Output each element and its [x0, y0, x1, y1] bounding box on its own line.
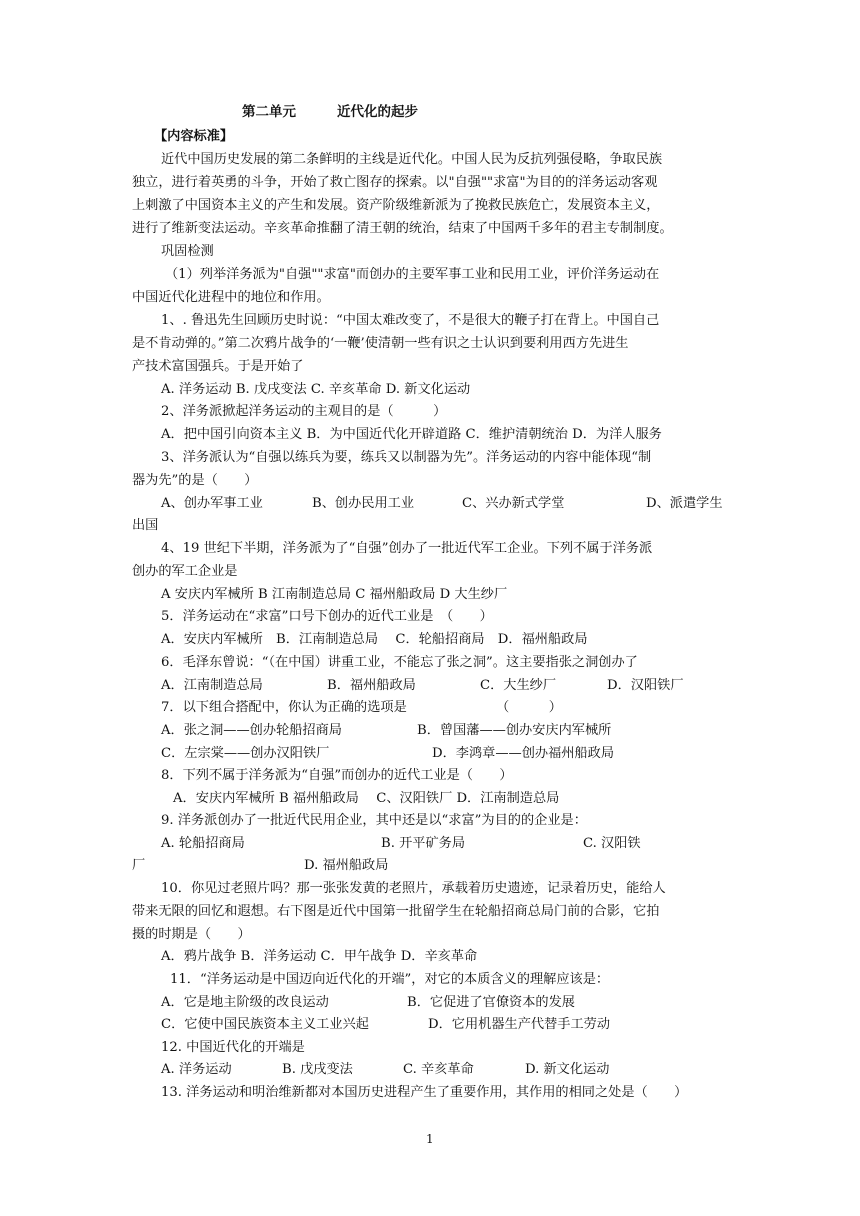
question-11-option-c: C．它使中国民族资本主义工业兴起	[161, 1017, 369, 1032]
question-1-stem-2: 是不肯动弹的。”第二次鸦片战争的‘一鞭’使清朝一些有识之士认识到要利用西方先进生	[132, 336, 629, 351]
question-10-options: A．鸦片战争 B．洋务运动 C．甲午战争 D．辛亥革命	[161, 949, 478, 964]
question-3-option-c: C、兴办新式学堂	[462, 496, 565, 511]
question-3-option-b: B、创办民用工业	[312, 496, 415, 511]
content-standard-heading: 【内容标准】	[154, 129, 234, 144]
question-3-option-d-cont: 出国	[132, 518, 159, 533]
question-1-stem-1: 1、. 鲁迅先生回顾历史时说：“中国太难改变了，不是很大的鞭子打在背上。中国自己	[161, 313, 660, 328]
question-8-options: A．安庆内军械所 B 福州船政局 C、汉阳铁厂 D．江南制造总局	[173, 791, 560, 806]
question-0-line-2: 中国近代化进程中的地位和作用。	[132, 290, 330, 305]
question-11-stem: 11．“洋务运动是中国迈向近代化的开端”，对它的本质含义的理解应该是：	[170, 972, 610, 987]
question-12-option-d: D. 新文化运动	[525, 1062, 610, 1077]
question-4-stem-1: 4、19 世纪下半期，洋务派为了“自强”创办了一批近代军工企业。下列不属于洋务派	[161, 541, 653, 556]
question-11-option-b: B．它促进了官僚资本的发展	[407, 995, 575, 1010]
question-0-line-1: （1）列举洋务派为"自强""求富"而创办的主要军事工业和民用工业，评价洋务运动在	[165, 267, 660, 282]
question-3-stem-1: 3、洋务派认为“自强以练兵为要，练兵又以制器为先”。洋务运动的内容中能体现“制	[161, 450, 652, 465]
question-9-stem: 9. 洋务派创办了一批近代民用企业，其中还是以“求富”为目的的企业是：	[161, 813, 587, 828]
question-1-options: A. 洋务运动 B. 戊戌变法 C. 辛亥革命 D. 新文化运动	[161, 382, 471, 397]
intro-line-3: 上刺激了中国资本主义的产生和发展。资产阶级维新派为了挽救民族危亡，发展资本主义，	[132, 198, 660, 213]
question-11-option-a: A．它是地主阶级的改良运动	[161, 995, 329, 1010]
question-7-option-a: A．张之洞——创办轮船招商局	[161, 723, 342, 738]
question-13-stem: 13. 洋务运动和明治维新都对本国历史进程产生了重要作用，其作用的相同之处是（ ）	[161, 1085, 688, 1100]
question-12-option-a: A. 洋务运动	[161, 1062, 232, 1077]
question-6-option-b: B．福州船政局	[327, 678, 416, 693]
question-8-stem: 8．下列不属于洋务派为“自强”而创办的近代工业是（ ）	[161, 768, 513, 783]
question-6-option-c: C．大生纱厂	[480, 678, 557, 693]
question-2-options: A．把中国引向资本主义 B．为中国近代化开辟道路 C．维护清朝统治 D．为洋人服务	[161, 427, 662, 442]
question-7-stem: 7．以下组合搭配中，你认为正确的选项是	[161, 700, 407, 715]
topic-title: 近代化的起步	[337, 104, 418, 120]
intro-line-2: 独立，进行着英勇的斗争，开始了救亡图存的探索。以"自强""求富"为目的的洋务运动客观	[132, 175, 658, 190]
question-10-stem-3: 摄的时期是（ ）	[132, 927, 251, 942]
question-12-option-b: B. 戊戌变法	[282, 1062, 353, 1077]
review-heading: 巩固检测	[161, 244, 214, 259]
question-3-option-a: A、创办军事工业	[161, 496, 263, 511]
question-12-stem: 12. 中国近代化的开端是	[161, 1040, 305, 1055]
question-10-stem-2: 带来无限的回忆和遐想。右下图是近代中国第一批留学生在轮船招商总局门前的合影，它拍	[132, 904, 660, 919]
question-1-stem-3: 产技术富国强兵。于是开始了	[132, 359, 304, 374]
question-3-option-d: D、派遣学生	[646, 496, 723, 511]
intro-line-1: 近代中国历史发展的第二条鲜明的主线是近代化。中国人民为反抗列强侵略，争取民族	[161, 152, 663, 167]
question-9-option-d: D. 福州船政局	[304, 858, 389, 873]
question-6-stem: 6．毛泽东曾说：“（在中国）讲重工业，不能忘了张之洞”。这主要指张之洞创办了	[161, 655, 638, 670]
question-9-option-b: B. 开平矿务局	[381, 836, 466, 851]
question-12-option-c: C. 辛亥革命	[403, 1062, 474, 1077]
question-11-option-d: D．它用机器生产代替手工劳动	[428, 1017, 611, 1032]
intro-line-4: 进行了维新变法运动。辛亥革命推翻了清王朝的统治，结束了中国两千多年的君主专制制度。	[132, 221, 673, 236]
question-9-option-c-cont: 厂	[132, 858, 146, 873]
question-7-option-d: D．李鸿章——创办福州船政局	[432, 746, 615, 761]
question-5-options: A．安庆内军械所 B．江南制造总局 C．轮船招商局 D．福州船政局	[161, 632, 588, 647]
unit-title: 第二单元	[242, 104, 296, 120]
question-7-option-b: B．曾国藩——创办安庆内军械所	[417, 723, 612, 738]
question-9-option-c: C. 汉阳铁	[583, 836, 641, 851]
question-9-option-a: A. 轮船招商局	[161, 836, 245, 851]
question-4-options: A 安庆内军械所 B 江南制造总局 C 福州船政局 D 大生纱厂	[161, 587, 508, 602]
question-7-option-c: C．左宗棠——创办汉阳铁厂	[161, 746, 330, 761]
question-2-stem: 2、洋务派掀起洋务运动的主观目的是（ ）	[161, 404, 447, 419]
question-10-stem-1: 10．你见过老照片吗？那一张张发黄的老照片，承载着历史遗迹，记录着历史，能给人	[161, 881, 666, 896]
question-3-stem-2: 器为先”的是（ ）	[132, 473, 258, 488]
question-6-option-a: A．江南制造总局	[161, 678, 263, 693]
page-number: 1	[426, 1132, 434, 1146]
question-4-stem-2: 创办的军工企业是	[132, 564, 238, 579]
question-6-option-d: D．汉阳铁厂	[607, 678, 684, 693]
question-7-blank: （ ）	[496, 700, 562, 715]
question-5-stem: 5．洋务运动在“求富”口号下创办的近代工业是 （ ）	[161, 609, 493, 624]
